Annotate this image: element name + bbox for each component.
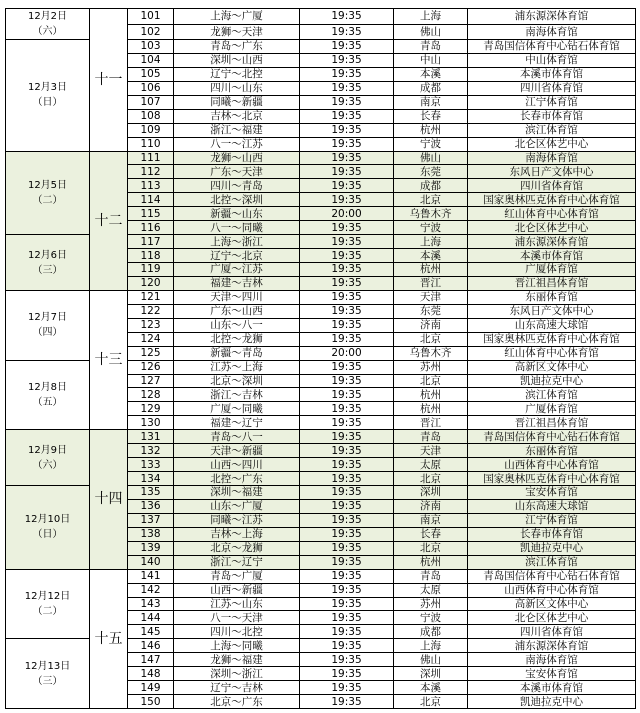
matchup: 广东～山西: [174, 304, 300, 318]
host-city: 乌鲁木齐: [394, 207, 468, 221]
host-city: 成都: [394, 179, 468, 193]
game-number: 147: [128, 653, 174, 667]
game-number: 122: [128, 304, 174, 318]
game-number: 145: [128, 625, 174, 639]
game-number: 115: [128, 207, 174, 221]
table-row: [6, 151, 636, 165]
matchup: 浙江～福建: [174, 123, 300, 137]
host-city: 中山: [394, 53, 468, 67]
host-city: 宁波: [394, 137, 468, 151]
venue-name: 红山体育中心体育馆: [468, 346, 636, 360]
tipoff-time: 19:35: [300, 123, 394, 137]
game-number: 125: [128, 346, 174, 360]
venue-name: 四川省体育馆: [468, 625, 636, 639]
matchup: 北京～龙狮: [174, 541, 300, 555]
tipoff-time: 19:35: [300, 681, 394, 695]
date-label: 12月6日: [27, 249, 68, 261]
venue-name: 四川省体育馆: [468, 179, 636, 193]
weekday-label: （二）: [32, 194, 63, 206]
venue-name: 青岛国信体育中心钻石体育馆: [468, 40, 636, 54]
matchup: 吉林～北京: [174, 109, 300, 123]
host-city: 北京: [394, 472, 468, 486]
host-city: 佛山: [394, 151, 468, 165]
matchup: 浙江～辽宁: [174, 555, 300, 569]
game-number: 130: [128, 416, 174, 430]
tipoff-time: 19:35: [300, 499, 394, 513]
tipoff-time: 19:35: [300, 639, 394, 653]
date-cell: [6, 40, 90, 152]
matchup: 广东～天津: [174, 165, 300, 179]
host-city: 青岛: [394, 40, 468, 54]
matchup: 八一～江苏: [174, 137, 300, 151]
host-city: 杭州: [394, 263, 468, 277]
round-cell: 十二: [90, 151, 128, 290]
game-number: 127: [128, 374, 174, 388]
host-city: 北京: [394, 193, 468, 207]
game-number: 137: [128, 513, 174, 527]
host-city: 上海: [394, 9, 468, 25]
game-number: 117: [128, 235, 174, 249]
game-number: 112: [128, 165, 174, 179]
tipoff-time: 19:35: [300, 221, 394, 235]
weekday-label: （五）: [32, 396, 63, 408]
venue-name: 宝安体育馆: [468, 667, 636, 681]
game-number: 113: [128, 179, 174, 193]
weekday-label: （三）: [32, 675, 63, 687]
game-number: 103: [128, 40, 174, 54]
game-number: 132: [128, 444, 174, 458]
venue-name: 国家奥林匹克体育中心体育馆: [468, 472, 636, 486]
tipoff-time: 19:35: [300, 332, 394, 346]
host-city: 北京: [394, 332, 468, 346]
tipoff-time: 19:35: [300, 249, 394, 263]
host-city: 杭州: [394, 402, 468, 416]
game-number: 114: [128, 193, 174, 207]
tipoff-time: 19:35: [300, 472, 394, 486]
game-number: 141: [128, 569, 174, 583]
game-number: 108: [128, 109, 174, 123]
game-number: 142: [128, 583, 174, 597]
tipoff-time: 19:35: [300, 527, 394, 541]
matchup: 同曦～新疆: [174, 95, 300, 109]
host-city: 佛山: [394, 653, 468, 667]
venue-name: 山西体育中心体育馆: [468, 583, 636, 597]
game-number: 134: [128, 472, 174, 486]
venue-name: 凯迪拉克中心: [468, 374, 636, 388]
matchup: 北控～龙狮: [174, 332, 300, 346]
venue-name: 高新区文体中心: [468, 597, 636, 611]
matchup: 四川～青岛: [174, 179, 300, 193]
date-label: 12月8日: [27, 381, 68, 393]
date-cell: [6, 235, 90, 291]
date-label: 12月2日: [27, 11, 68, 22]
host-city: 东莞: [394, 165, 468, 179]
game-number: 109: [128, 123, 174, 137]
round-cell: 十一: [90, 9, 128, 152]
game-number: 101: [128, 9, 174, 25]
host-city: 青岛: [394, 430, 468, 444]
game-number: 116: [128, 221, 174, 235]
date-cell: [6, 569, 90, 639]
game-number: 129: [128, 402, 174, 416]
venue-name: 晋江祖昌体育馆: [468, 416, 636, 430]
matchup: 新疆～山东: [174, 207, 300, 221]
matchup: 上海～浙江: [174, 235, 300, 249]
tipoff-time: 19:35: [300, 597, 394, 611]
venue-name: 广厦体育馆: [468, 402, 636, 416]
tipoff-time: 19:35: [300, 276, 394, 290]
venue-name: 凯迪拉克中心: [468, 695, 636, 709]
host-city: 南京: [394, 95, 468, 109]
host-city: 长春: [394, 109, 468, 123]
host-city: 济南: [394, 499, 468, 513]
game-number: 120: [128, 276, 174, 290]
tipoff-time: 19:35: [300, 430, 394, 444]
game-number: 149: [128, 681, 174, 695]
game-number: 144: [128, 611, 174, 625]
tipoff-time: 19:35: [300, 95, 394, 109]
venue-name: 广厦体育馆: [468, 263, 636, 277]
matchup: 同曦～江苏: [174, 513, 300, 527]
tipoff-time: 19:35: [300, 569, 394, 583]
game-number: 136: [128, 499, 174, 513]
weekday-label: （日）: [32, 529, 63, 541]
date-cell: [6, 9, 90, 40]
venue-name: 东风日产文体中心: [468, 304, 636, 318]
game-number: 111: [128, 151, 174, 165]
matchup: 青岛～广东: [174, 40, 300, 54]
matchup: 浙江～吉林: [174, 388, 300, 402]
host-city: 宁波: [394, 221, 468, 235]
venue-name: 浦东源深体育馆: [468, 639, 636, 653]
matchup: 天津～新疆: [174, 444, 300, 458]
date-label: 12月3日: [27, 82, 68, 94]
venue-name: 东丽体育馆: [468, 290, 636, 304]
host-city: 北京: [394, 695, 468, 709]
host-city: 本溪: [394, 67, 468, 81]
matchup: 上海～广厦: [174, 9, 300, 25]
round-cell: 十四: [90, 430, 128, 569]
host-city: 天津: [394, 290, 468, 304]
game-number: 118: [128, 249, 174, 263]
tipoff-time: 19:35: [300, 235, 394, 249]
tipoff-time: 19:35: [300, 458, 394, 472]
tipoff-time: 19:35: [300, 555, 394, 569]
host-city: 苏州: [394, 597, 468, 611]
game-number: 131: [128, 430, 174, 444]
matchup: 上海～同曦: [174, 639, 300, 653]
tipoff-time: 19:35: [300, 653, 394, 667]
game-number: 110: [128, 137, 174, 151]
venue-name: 山东高速大球馆: [468, 318, 636, 332]
date-cell: [6, 360, 90, 430]
matchup: 山东～八一: [174, 318, 300, 332]
game-number: 104: [128, 53, 174, 67]
host-city: 南京: [394, 513, 468, 527]
matchup: 八一～天津: [174, 611, 300, 625]
matchup: 天津～四川: [174, 290, 300, 304]
tipoff-time: 19:35: [300, 486, 394, 500]
round-cell: 十五: [90, 569, 128, 708]
tipoff-time: 20:00: [300, 207, 394, 221]
matchup: 深圳～浙江: [174, 667, 300, 681]
tipoff-time: 19:35: [300, 513, 394, 527]
venue-name: 红山体育中心体育馆: [468, 207, 636, 221]
date-cell: [6, 151, 90, 235]
date-cell: [6, 486, 90, 570]
venue-name: 滨江体育馆: [468, 123, 636, 137]
matchup: 辽宁～吉林: [174, 681, 300, 695]
table-row: [6, 290, 636, 304]
host-city: 成都: [394, 81, 468, 95]
venue-name: 浦东源深体育馆: [468, 9, 636, 25]
table-row: [6, 569, 636, 583]
venue-name: 本溪市体育馆: [468, 67, 636, 81]
venue-name: 东丽体育馆: [468, 444, 636, 458]
venue-name: 山东高速大球馆: [468, 499, 636, 513]
tipoff-time: 19:35: [300, 67, 394, 81]
matchup: 四川～北控: [174, 625, 300, 639]
weekday-label: （三）: [32, 264, 63, 276]
tipoff-time: 19:35: [300, 109, 394, 123]
matchup: 广厦～江苏: [174, 263, 300, 277]
matchup: 北京～深圳: [174, 374, 300, 388]
tipoff-time: 19:35: [300, 81, 394, 95]
tipoff-time: 19:35: [300, 193, 394, 207]
host-city: 北京: [394, 374, 468, 388]
host-city: 深圳: [394, 667, 468, 681]
matchup: 广厦～同曦: [174, 402, 300, 416]
game-number: 146: [128, 639, 174, 653]
weekday-label: （六）: [32, 459, 63, 471]
host-city: 杭州: [394, 555, 468, 569]
tipoff-time: 19:35: [300, 53, 394, 67]
venue-name: 高新区文体中心: [468, 360, 636, 374]
host-city: 晋江: [394, 416, 468, 430]
game-number: 106: [128, 81, 174, 95]
game-number: 123: [128, 318, 174, 332]
matchup: 江苏～上海: [174, 360, 300, 374]
tipoff-time: 20:00: [300, 346, 394, 360]
venue-name: 北仑区体艺中心: [468, 221, 636, 235]
tipoff-time: 19:35: [300, 444, 394, 458]
tipoff-time: 19:35: [300, 304, 394, 318]
venue-name: 滨江体育馆: [468, 555, 636, 569]
matchup: 龙狮～天津: [174, 24, 300, 40]
date-cell: [6, 430, 90, 486]
game-number: 105: [128, 67, 174, 81]
venue-name: 青岛国信体育中心钻石体育馆: [468, 569, 636, 583]
host-city: 太原: [394, 583, 468, 597]
tipoff-time: 19:35: [300, 318, 394, 332]
venue-name: 凯迪拉克中心: [468, 541, 636, 555]
tipoff-time: 19:35: [300, 402, 394, 416]
tipoff-time: 19:35: [300, 416, 394, 430]
weekday-label: （六）: [32, 26, 63, 37]
game-number: 148: [128, 667, 174, 681]
matchup: 青岛～广厦: [174, 569, 300, 583]
host-city: 杭州: [394, 123, 468, 137]
venue-name: 北仑区体艺中心: [468, 137, 636, 151]
venue-name: 长春市体育馆: [468, 109, 636, 123]
host-city: 长春: [394, 527, 468, 541]
tipoff-time: 19:35: [300, 611, 394, 625]
host-city: 深圳: [394, 486, 468, 500]
weekday-label: （四）: [32, 327, 63, 339]
matchup: 辽宁～北控: [174, 67, 300, 81]
venue-name: 南海体育馆: [468, 24, 636, 40]
weekday-label: （二）: [32, 605, 63, 617]
game-number: 138: [128, 527, 174, 541]
host-city: 东莞: [394, 304, 468, 318]
date-cell: [6, 290, 90, 360]
table-row: [6, 430, 636, 444]
game-number: 124: [128, 332, 174, 346]
host-city: 济南: [394, 318, 468, 332]
tipoff-time: 19:35: [300, 165, 394, 179]
matchup: 深圳～福建: [174, 486, 300, 500]
matchup: 山西～新疆: [174, 583, 300, 597]
matchup: 山西～四川: [174, 458, 300, 472]
tipoff-time: 19:35: [300, 388, 394, 402]
tipoff-time: 19:35: [300, 374, 394, 388]
tipoff-time: 19:35: [300, 151, 394, 165]
tipoff-time: 19:35: [300, 263, 394, 277]
matchup: 北控～深圳: [174, 193, 300, 207]
matchup: 山东～广厦: [174, 499, 300, 513]
host-city: 成都: [394, 625, 468, 639]
date-label: 12月9日: [27, 444, 68, 456]
host-city: 乌鲁木齐: [394, 346, 468, 360]
game-number: 135: [128, 486, 174, 500]
venue-name: 浦东源深体育馆: [468, 235, 636, 249]
game-number: 140: [128, 555, 174, 569]
host-city: 北京: [394, 541, 468, 555]
venue-name: 宝安体育馆: [468, 486, 636, 500]
venue-name: 国家奥林匹克体育中心体育馆: [468, 193, 636, 207]
game-number: 121: [128, 290, 174, 304]
matchup: 龙狮～福建: [174, 653, 300, 667]
host-city: 青岛: [394, 569, 468, 583]
date-label: 12月13日: [24, 660, 71, 672]
matchup: 福建～辽宁: [174, 416, 300, 430]
date-label: 12月5日: [27, 179, 68, 191]
game-number: 102: [128, 24, 174, 40]
host-city: 上海: [394, 639, 468, 653]
game-number: 133: [128, 458, 174, 472]
date-label: 12月12日: [24, 590, 71, 602]
tipoff-time: 19:35: [300, 40, 394, 54]
game-number: 119: [128, 263, 174, 277]
venue-name: 滨江体育馆: [468, 388, 636, 402]
matchup: 四川～山东: [174, 81, 300, 95]
game-number: 139: [128, 541, 174, 555]
tipoff-time: 19:35: [300, 290, 394, 304]
matchup: 青岛～八一: [174, 430, 300, 444]
matchup: 福建～吉林: [174, 276, 300, 290]
tipoff-time: 19:35: [300, 583, 394, 597]
tipoff-time: 19:35: [300, 541, 394, 555]
matchup: 龙狮～山西: [174, 151, 300, 165]
weekday-label: （日）: [32, 97, 63, 109]
tipoff-time: 19:35: [300, 695, 394, 709]
venue-name: 山西体育中心体育馆: [468, 458, 636, 472]
venue-name: 东风日产文体中心: [468, 165, 636, 179]
venue-name: 南海体育馆: [468, 151, 636, 165]
game-number: 143: [128, 597, 174, 611]
host-city: 苏州: [394, 360, 468, 374]
host-city: 本溪: [394, 681, 468, 695]
matchup: 辽宁～北京: [174, 249, 300, 263]
game-number: 150: [128, 695, 174, 709]
tipoff-time: 19:35: [300, 179, 394, 193]
venue-name: 青岛国信体育中心钻石体育馆: [468, 430, 636, 444]
venue-name: 江宁体育馆: [468, 95, 636, 109]
date-cell: [6, 639, 90, 709]
matchup: 江苏～山东: [174, 597, 300, 611]
host-city: 佛山: [394, 24, 468, 40]
venue-name: 江宁体育馆: [468, 513, 636, 527]
round-cell: 十三: [90, 290, 128, 429]
tipoff-time: 19:35: [300, 9, 394, 25]
schedule-body: [6, 9, 636, 709]
schedule-table: [5, 8, 636, 709]
tipoff-time: 19:35: [300, 24, 394, 40]
venue-name: 本溪市体育馆: [468, 249, 636, 263]
venue-name: 长春市体育馆: [468, 527, 636, 541]
tipoff-time: 19:35: [300, 625, 394, 639]
matchup: 新疆～青岛: [174, 346, 300, 360]
host-city: 杭州: [394, 388, 468, 402]
venue-name: 晋江祖昌体育馆: [468, 276, 636, 290]
matchup: 北京～广东: [174, 695, 300, 709]
host-city: 宁波: [394, 611, 468, 625]
venue-name: 北仑区体艺中心: [468, 611, 636, 625]
host-city: 上海: [394, 235, 468, 249]
date-label: 12月10日: [24, 514, 71, 526]
host-city: 天津: [394, 444, 468, 458]
venue-name: 国家奥林匹克体育中心体育馆: [468, 332, 636, 346]
venue-name: 南海体育馆: [468, 653, 636, 667]
tipoff-time: 19:35: [300, 137, 394, 151]
game-number: 128: [128, 388, 174, 402]
host-city: 本溪: [394, 249, 468, 263]
host-city: 太原: [394, 458, 468, 472]
tipoff-time: 19:35: [300, 667, 394, 681]
game-number: 126: [128, 360, 174, 374]
game-number: 107: [128, 95, 174, 109]
matchup: 吉林～上海: [174, 527, 300, 541]
matchup: 北控～广东: [174, 472, 300, 486]
venue-name: 中山体育馆: [468, 53, 636, 67]
venue-name: 本溪市体育馆: [468, 681, 636, 695]
table-row: [6, 9, 636, 25]
venue-name: 四川省体育馆: [468, 81, 636, 95]
matchup: 深圳～山西: [174, 53, 300, 67]
tipoff-time: 19:35: [300, 360, 394, 374]
host-city: 晋江: [394, 276, 468, 290]
date-label: 12月7日: [27, 312, 68, 324]
matchup: 八一～同曦: [174, 221, 300, 235]
